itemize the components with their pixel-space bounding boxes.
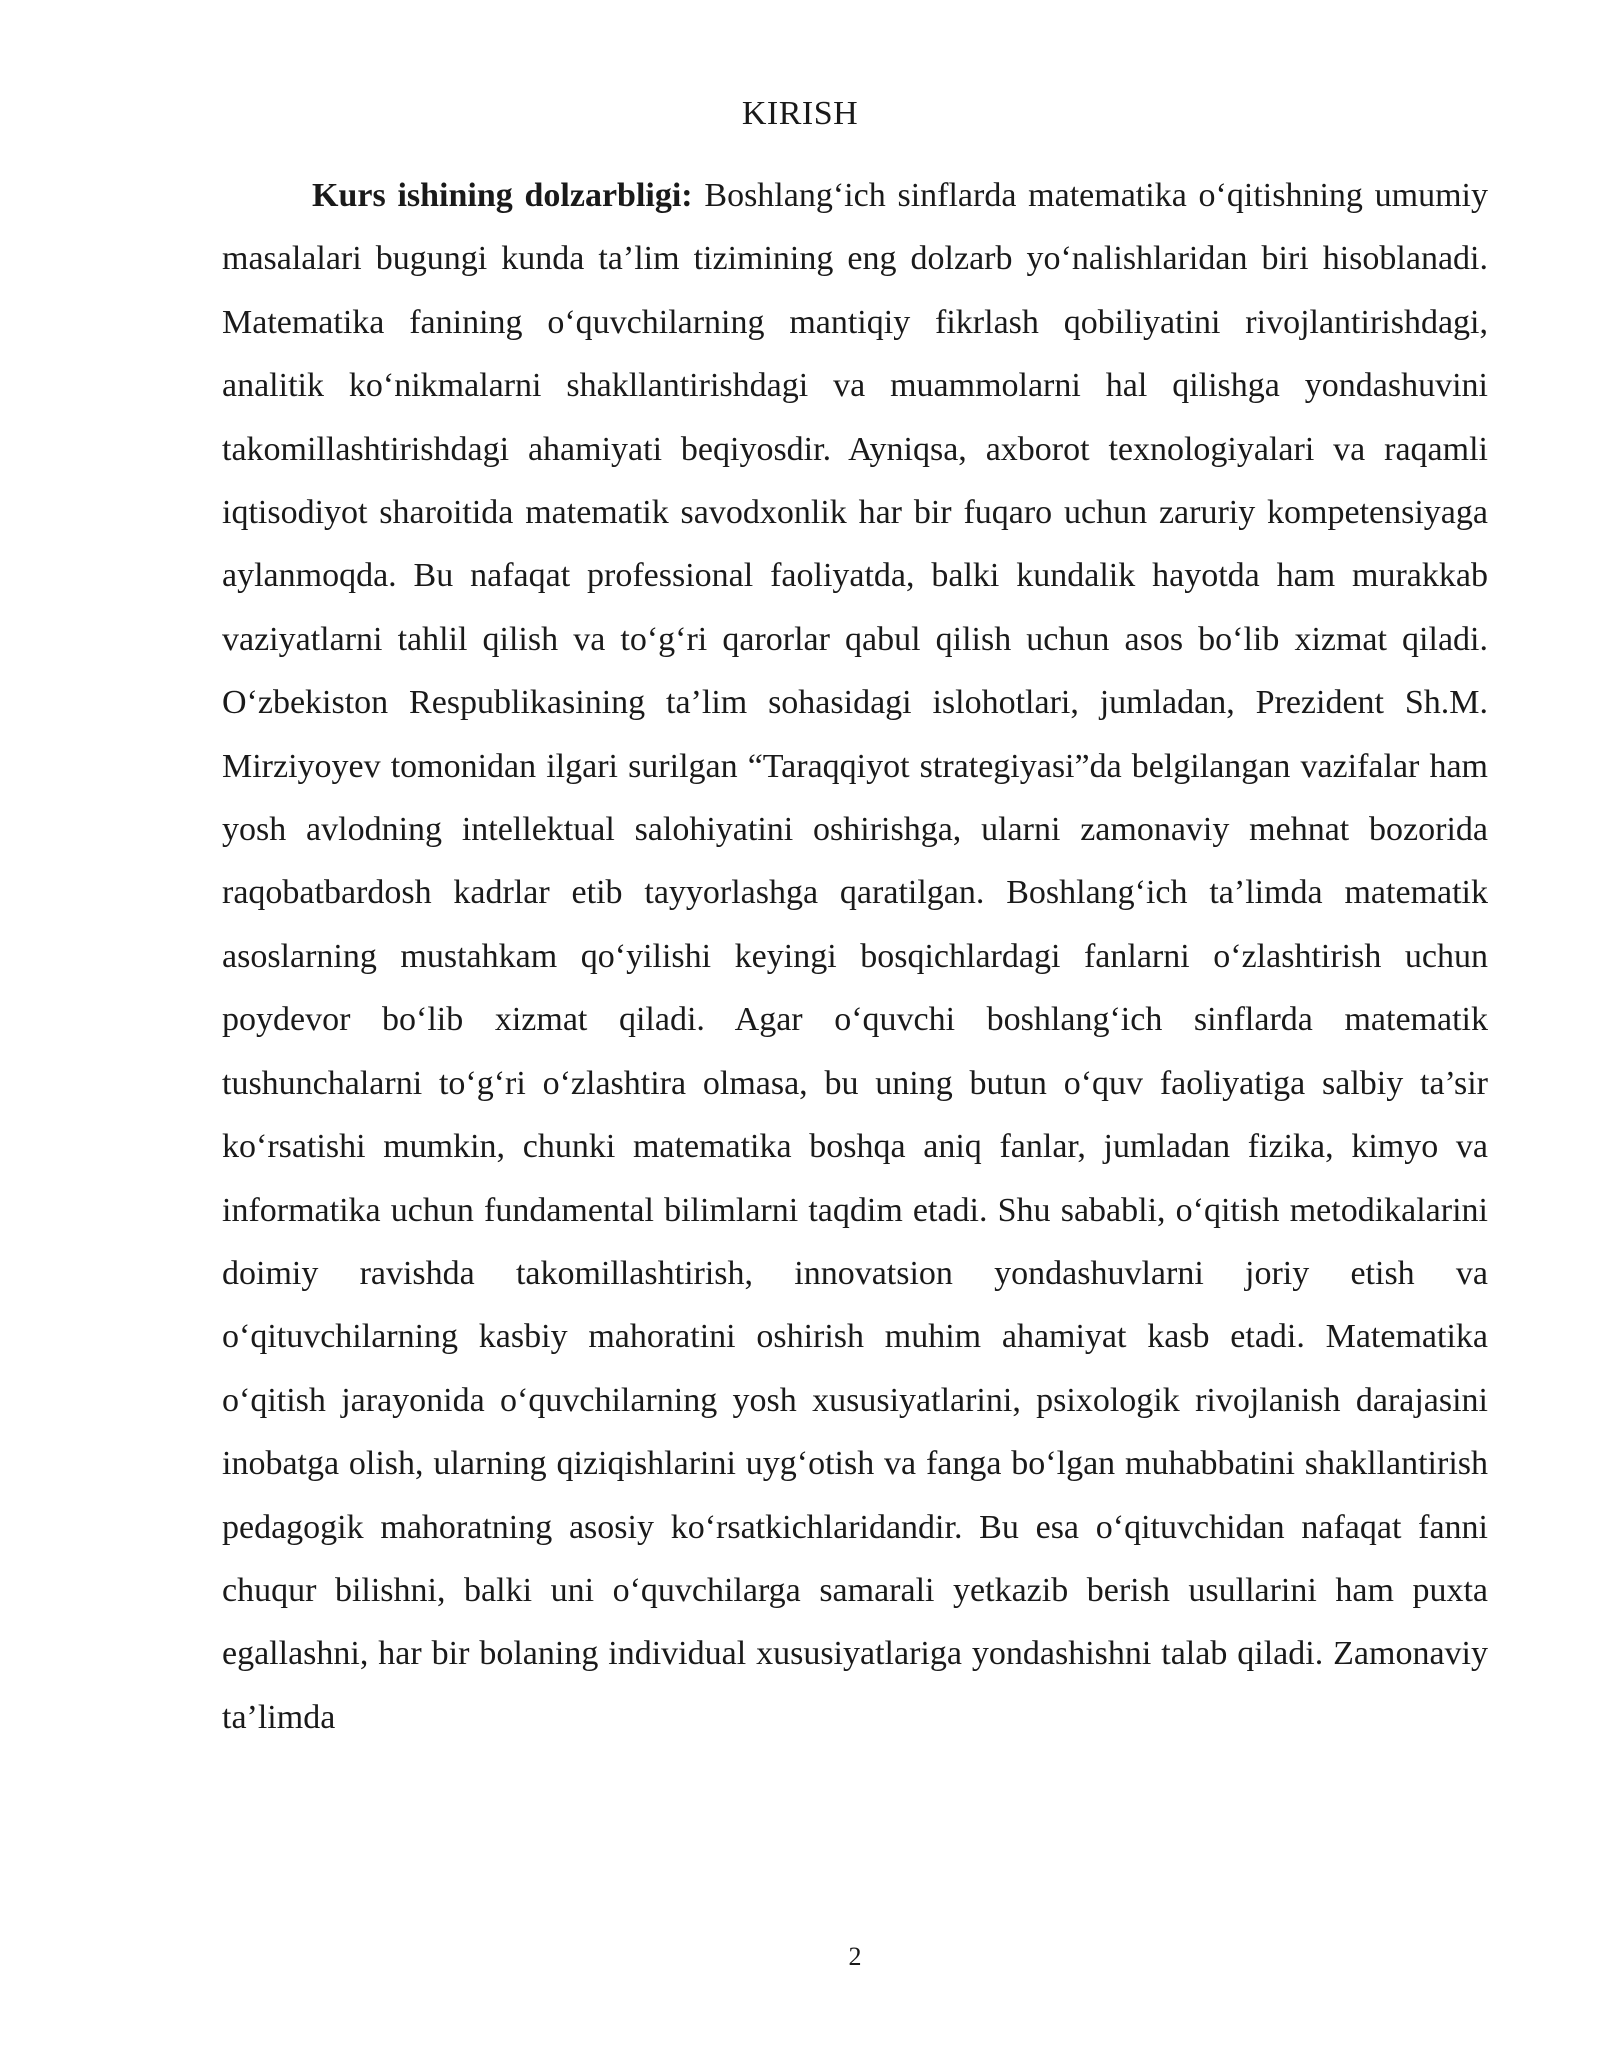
body-paragraph	[222, 164, 1488, 1749]
paragraph-text: Boshlang‘ich sinflarda matematika o‘qitishning umumiy masalalari bugungi kunda ta’lim tizimining eng dolzarb yo‘nalishlaridan biri hisoblanadi. Matematika fanining o‘quvchilarning mantiqiy fikrlash qobiliyatini rivojlantirishdagi, analitik ko‘nikmalarni shakllantirishdagi va muammolarni hal qilishga yondashuvini takomillashtirishdagi ahamiyati beqiyosdir. Ayniqsa, axborot texnologiyalari va raqamli iqtisodiyot sharoitida matematik savodxonlik har bir fuqaro uchun zaruriy kompetensiyaga aylanmoqda. Bu nafaqat professional faoliyatda, balki kundalik hayotda ham murakkab vaziyatlarni tahlil qilish va to‘g‘ri qarorlar qabul qilish uchun asos bo‘lib xizmat qiladi. O‘zbekiston Respublikasining ta’lim sohasidagi islohotlari, jumladan, Prezident Sh.M. Mirziyoyev tomonidan ilgari surilgan “Taraqqiyot strategiyasi”da belgilangan vazifalar ham yosh avlodning intellektual salohiyatini oshirishga, ularni zamonaviy mehnat bozorida raqobatbardosh kadrlar etib tayyorlashga qaratilgan. Boshlang‘ich ta’limda matematik asoslarning mustahkam qo‘yilishi keyingi bosqichlardagi fanlarni o‘zlashtirish uchun poydevor bo‘lib xizmat qiladi. Agar o‘quvchi boshlang‘ich sinflarda matematik tushunchalarni to‘g‘ri o‘zlashtira olmasa, bu uning butun o‘quv faoliyatiga salbiy ta’sir ko‘rsatishi mumkin, chunki matematika boshqa aniq fanlar, jumladan fizika, kimyo va informatika uchun fundamental bilimlarni taqdim etadi. Shu sababli, o‘qitish metodikalarini doimiy ravishda takomillashtirish, innovatsion yondashuvlarni joriy etish va o‘qituvchilarning kasbiy mahoratini oshirish muhim ahamiyat kasb etadi. Matematika o‘qitish jarayonida o‘quvchilarning yosh xususiyatlarini, psixologik rivojlanish darajasini inobatga olish, ularning qiziqishlarini uyg‘otish va fanga bo‘lgan muhabbatini shakllantirish pedagogik mahoratning asosiy ko‘rsatkichlaridandir. Bu esa o‘qituvchidan nafaqat fanni chuqur bilishni, balki uni o‘quvchilarga samarali yetkazib berish usullarini ham puxta egallashni, har bir bolaning individual xususiyatlariga yondashishni talab qiladi. Zamonaviy ta’limda	[222, 177, 1488, 1736]
page-number: 2	[848, 1942, 862, 1971]
paragraph-lead: Kurs ishining dolzarbligi:	[312, 177, 693, 214]
page-title: KIRISH	[741, 95, 859, 132]
